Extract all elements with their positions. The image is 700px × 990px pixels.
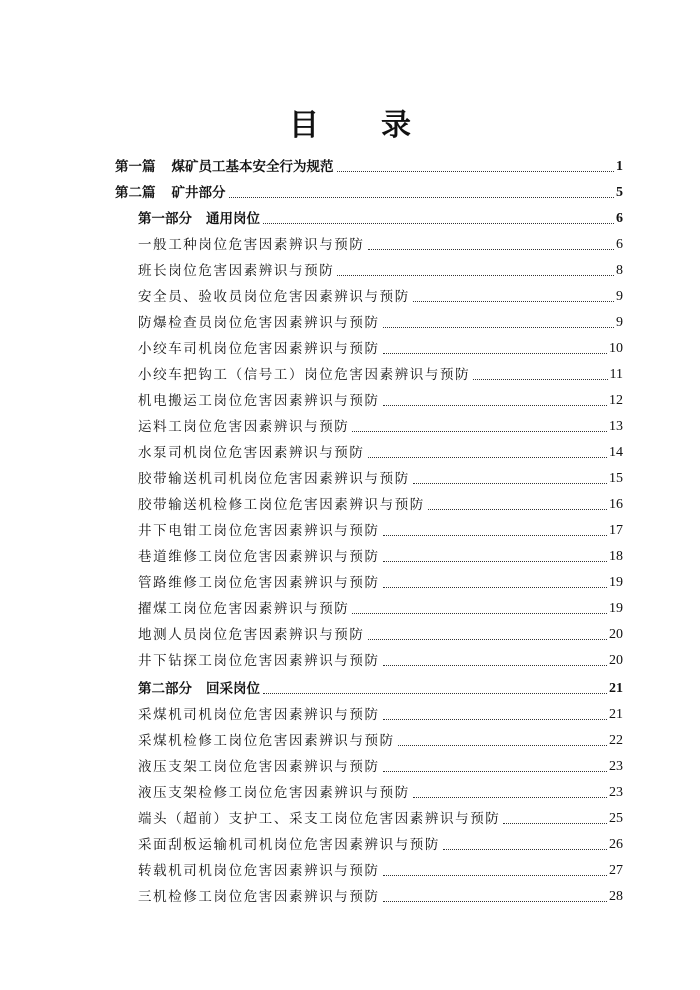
toc-page-number: 6 (616, 237, 623, 252)
toc-entry[interactable] (138, 780, 623, 802)
toc-entry-label (138, 862, 380, 880)
toc-dot-leader (263, 692, 607, 694)
toc-entry-text: 运料工岗位危害因素辨识与预防 (138, 419, 350, 435)
toc-entry[interactable] (138, 832, 623, 854)
toc-entry[interactable] (138, 258, 623, 280)
toc-entry-number: 第一篇 (115, 159, 156, 175)
toc-entry-text: 采煤机司机岗位危害因素辨识与预防 (138, 707, 380, 723)
toc-entry-label (138, 288, 410, 306)
toc-page-number: 13 (609, 419, 623, 434)
toc-dot-leader (368, 638, 608, 640)
toc-entry[interactable] (138, 336, 623, 358)
toc-entry[interactable] (115, 180, 623, 202)
toc-entry-text: 巷道维修工岗位危害因素辨识与预防 (138, 549, 380, 565)
toc-entry-text: 一般工种岗位危害因素辨识与预防 (138, 237, 365, 253)
toc-page-number: 6 (616, 211, 623, 226)
toc-entry-number: 第一部分 (138, 211, 192, 227)
toc-entry-label (138, 652, 380, 670)
toc-page-number: 9 (616, 289, 623, 304)
toc-dot-leader (383, 874, 607, 876)
toc-entry-label (138, 574, 380, 592)
toc-page-number: 23 (609, 785, 623, 800)
title-char-2: 录 (381, 108, 411, 143)
toc-dot-leader (352, 430, 607, 432)
toc-entry-label (138, 836, 440, 854)
toc-entry-text: 端头（超前）支护工、采支工岗位危害因素辨识与预防 (138, 811, 501, 827)
toc-entry-text: 胶带输送机司机岗位危害因素辨识与预防 (138, 471, 410, 487)
toc-entry-label (138, 758, 380, 776)
toc-entry-text: 回采岗位 (206, 681, 260, 697)
toc-entry-text: 采面刮板运输机司机岗位危害因素辨识与预防 (138, 837, 440, 853)
toc-entry-text: 地测人员岗位危害因素辨识与预防 (138, 627, 365, 643)
toc-entry-label (138, 210, 260, 228)
toc-page-number: 27 (609, 863, 623, 878)
toc-entry[interactable] (138, 858, 623, 880)
toc-entry-label (138, 340, 380, 358)
toc-entry-label (138, 262, 334, 280)
toc-page-number: 26 (609, 837, 623, 852)
toc-entry-label (138, 496, 425, 514)
toc-entry[interactable] (138, 362, 623, 384)
toc-entry-label (138, 784, 410, 802)
toc-entry-number: 第二篇 (115, 185, 156, 201)
toc-entry[interactable] (138, 232, 623, 254)
toc-entry-label (138, 600, 349, 618)
toc-entry[interactable] (138, 702, 623, 724)
toc-entry-text: 安全员、验收员岗位危害因素辨识与预防 (138, 289, 410, 305)
toc-entry-label (138, 888, 380, 906)
toc-entry[interactable] (138, 492, 623, 514)
toc-entry-text: 液压支架检修工岗位危害因素辨识与预防 (138, 785, 410, 801)
toc-entry[interactable] (138, 570, 623, 592)
toc-dot-leader (443, 848, 607, 850)
toc-page-number: 21 (609, 707, 623, 722)
toc-page-number: 10 (609, 341, 623, 356)
toc-dot-leader (383, 326, 614, 328)
toc-entry[interactable] (138, 206, 623, 228)
toc-entry[interactable] (138, 440, 623, 462)
toc-page-number: 20 (609, 627, 623, 642)
toc-entry[interactable] (138, 310, 623, 332)
toc-page-number: 17 (609, 523, 623, 538)
toc-entry-text: 液压支架工岗位危害因素辨识与预防 (138, 759, 380, 775)
title-char-1: 目 (289, 108, 319, 143)
toc-dot-leader (383, 718, 607, 720)
toc-entry[interactable] (138, 622, 623, 644)
toc-dot-leader (229, 196, 615, 198)
toc-entry-text: 管路维修工岗位危害因素辨识与预防 (138, 575, 380, 591)
toc-dot-leader (263, 222, 614, 224)
toc-entry[interactable] (138, 544, 623, 566)
toc-entry-text: 机电搬运工岗位危害因素辨识与预防 (138, 393, 380, 409)
toc-entry-label (138, 548, 380, 566)
toc-page-number: 9 (616, 315, 623, 330)
toc-dot-leader (383, 770, 607, 772)
toc-entry-label (138, 392, 380, 410)
toc-dot-leader (383, 404, 607, 406)
toc-page-number: 25 (609, 811, 623, 826)
toc-dot-leader (398, 744, 607, 746)
toc-entry-label (138, 680, 260, 698)
toc-dot-leader (383, 586, 607, 588)
toc-dot-leader (337, 170, 615, 172)
toc-entry-text: 煤矿员工基本安全行为规范 (171, 159, 334, 175)
toc-entry[interactable] (138, 518, 623, 540)
toc-page-number: 14 (609, 445, 623, 460)
toc-page-number: 21 (609, 681, 623, 696)
toc-entry-text: 防爆检查员岗位危害因素辨识与预防 (138, 315, 380, 331)
toc-entry[interactable] (138, 728, 623, 750)
toc-page-number: 22 (609, 733, 623, 748)
toc-entry-text: 胶带输送机检修工岗位危害因素辨识与预防 (138, 497, 425, 513)
toc-page-number: 20 (609, 653, 623, 668)
toc-dot-leader (413, 300, 614, 302)
toc-page-number: 19 (609, 601, 623, 616)
toc-entry[interactable] (138, 754, 623, 776)
toc-dot-leader (428, 508, 607, 510)
toc-entry[interactable] (138, 884, 623, 906)
toc-entry-label (138, 732, 395, 750)
toc-page-number: 5 (616, 185, 623, 200)
toc-entry[interactable] (138, 676, 623, 698)
toc-entry-label (138, 810, 500, 828)
toc-entry-label (138, 444, 365, 462)
toc-entry-text: 井下电钳工岗位危害因素辨识与预防 (138, 523, 380, 539)
toc-dot-leader (337, 274, 614, 276)
toc-page-number: 1 (616, 159, 623, 174)
toc-entry[interactable] (138, 284, 623, 306)
toc-dot-leader (503, 822, 607, 824)
toc-entry-text: 井下钻探工岗位危害因素辨识与预防 (138, 653, 380, 669)
toc-page-number: 23 (609, 759, 623, 774)
page-title (0, 100, 700, 144)
toc-dot-leader (368, 248, 615, 250)
toc-entry-text: 小绞车司机岗位危害因素辨识与预防 (138, 341, 380, 357)
toc-entry[interactable] (138, 596, 623, 618)
toc-dot-leader (383, 664, 607, 666)
toc-page-number: 19 (609, 575, 623, 590)
toc-entry-label (138, 626, 365, 644)
toc-page-number: 8 (616, 263, 623, 278)
toc-entry-label (138, 706, 380, 724)
toc-entry-label (138, 418, 349, 436)
toc-entry-text: 班长岗位危害因素辨识与预防 (138, 263, 335, 279)
toc-page-number: 16 (609, 497, 623, 512)
toc-dot-leader (413, 796, 607, 798)
toc-page-number: 11 (609, 367, 623, 382)
toc-page-number: 15 (609, 471, 623, 486)
toc-entry[interactable] (138, 806, 623, 828)
toc-entry-label (138, 470, 410, 488)
toc-dot-leader (368, 456, 608, 458)
toc-page-number: 28 (609, 889, 623, 904)
toc-entry[interactable] (138, 388, 623, 410)
toc-dot-leader (383, 560, 607, 562)
toc-entry[interactable] (138, 648, 623, 670)
toc-dot-leader (383, 534, 607, 536)
toc-entry-label (115, 158, 334, 176)
toc-entry[interactable] (115, 154, 623, 176)
toc-entry-text: 擢煤工岗位危害因素辨识与预防 (138, 601, 350, 617)
toc-entry-label (138, 522, 380, 540)
toc-entry-text: 转载机司机岗位危害因素辨识与预防 (138, 863, 380, 879)
toc-dot-leader (383, 352, 607, 354)
toc-entry-text: 通用岗位 (206, 211, 260, 227)
toc-entry[interactable] (138, 466, 623, 488)
toc-entry-number: 第二部分 (138, 681, 192, 697)
toc-entry-label (138, 366, 470, 384)
toc-entry-text: 采煤机检修工岗位危害因素辨识与预防 (138, 733, 395, 749)
toc-dot-leader (352, 612, 607, 614)
toc-entry-text: 三机检修工岗位危害因素辨识与预防 (138, 889, 380, 905)
toc-entry-label (115, 184, 226, 202)
toc-dot-leader (413, 482, 607, 484)
toc-entry[interactable] (138, 414, 623, 436)
toc-entry-text: 水泵司机岗位危害因素辨识与预防 (138, 445, 365, 461)
toc-dot-leader (473, 378, 607, 380)
toc-entry-label (138, 314, 380, 332)
toc-page-number: 18 (609, 549, 623, 564)
toc-entry-text: 矿井部分 (171, 185, 226, 201)
toc-dot-leader (383, 900, 607, 902)
toc-entry-label (138, 236, 365, 254)
toc-page-number: 12 (609, 393, 623, 408)
toc-entry-text: 小绞车把钩工（信号工）岗位危害因素辨识与预防 (138, 367, 471, 383)
